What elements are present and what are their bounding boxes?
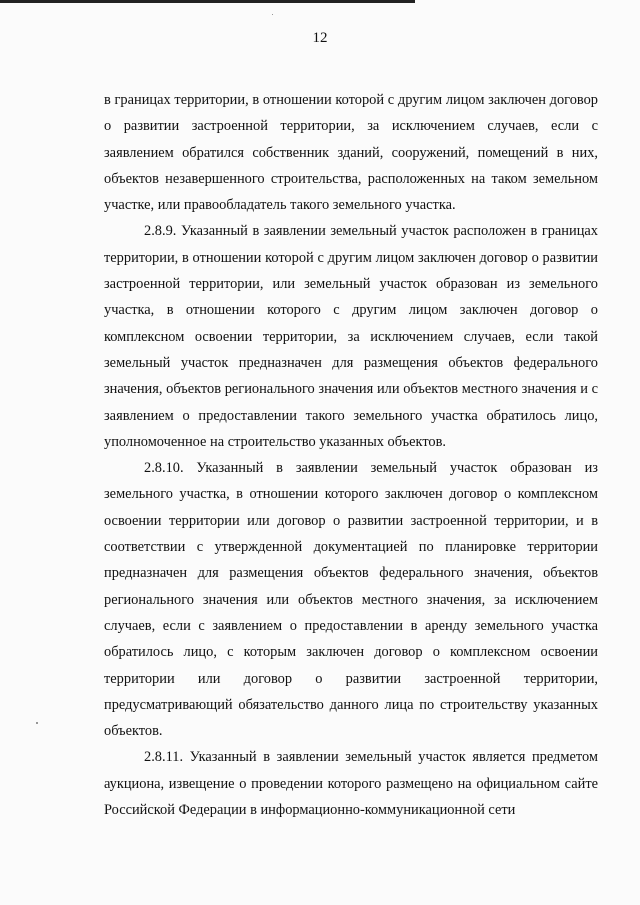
paragraph-2-8-9: 2.8.9. Указанный в заявлении земельный участок расположен в границах территории, в отношении которой с другим лицом заключен договор о развитии застроенной территории, или земельный участок образован из земельного участка, в отношении которого с другим лицом заключен договор о комплексном освоении территории, за исключением случаев, если такой земельный участок предназначен для размещения объектов федерального значения, объектов регионального значения или объектов местного значения и с заявлением о предоставлении такого земельного участка обратилось лицо, уполномоченное на строительство указанных объектов. xyxy=(104,223,598,450)
paragraph-2-8-10: 2.8.10. Указанный в заявлении земельный участок образован из земельного участка, в отношении которого заключен договор о комплексном освоении территории или договор о развитии застроенной территории, и в соответствии с утвержденной документацией по планировке территории предназначен для размещения объектов федерального значения, объектов регионального значения или объектов местного значения, за исключением случаев, если с заявлением о предоставлении в аренду земельного участка обратилось лицо, с которым заключен договор о комплексном освоении территории или договор о развитии застроенной территории, предусматривающий обязательство данного лица по строительству указанных объектов. xyxy=(104,460,598,740)
paragraph-2-8-11: 2.8.11. Указанный в заявлении земельный участок является предметом аукциона, извещение о проведении которого размещено на официальном сайте Российской Федерации в информационно-коммуникационной сети xyxy=(104,749,598,819)
paragraph-continuation: в границах территории, в отношении которой с другим лицом заключен договор о развитии застроенной территории, за исключением случаев, если с заявлением обратился собственник зданий, сооружений, помещений в них, объектов незавершенного строительства, расположенных на таком земельном участке, или правообладатель такого земельного участка. xyxy=(104,92,598,214)
page-number: 12 xyxy=(312,30,328,46)
document-body xyxy=(104,87,598,823)
scan-speck xyxy=(36,722,38,724)
top-scan-edge-line xyxy=(0,0,415,3)
scan-speck xyxy=(272,14,273,15)
